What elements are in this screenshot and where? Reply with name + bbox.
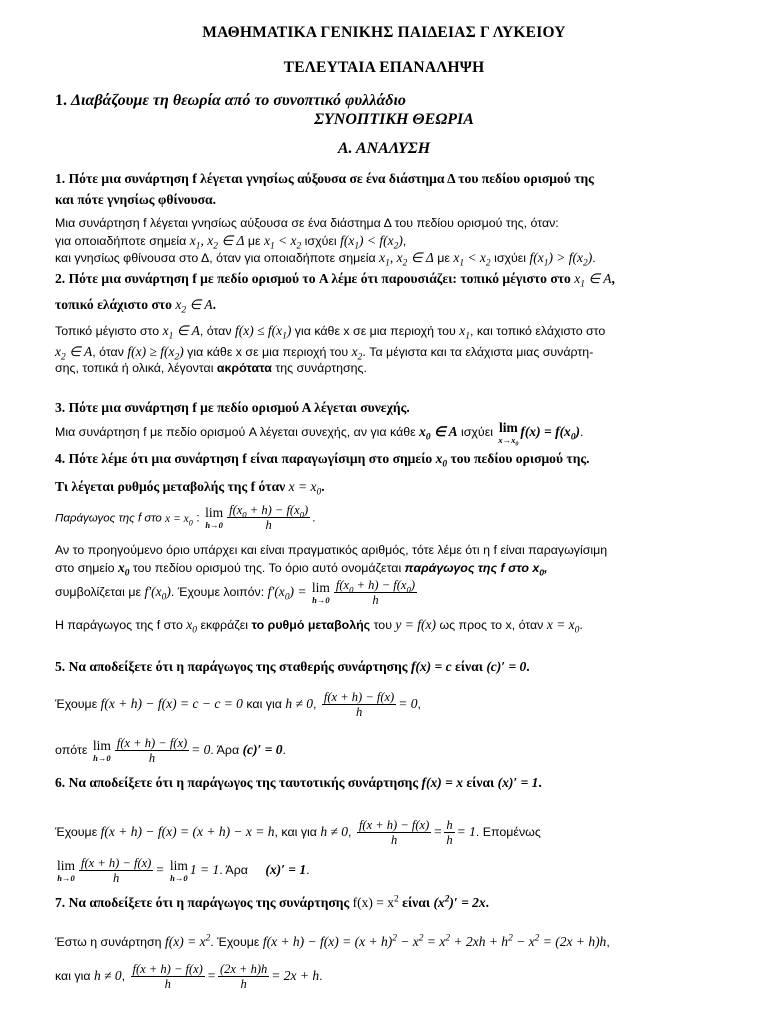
summary-title: ΣΥΝΟΠΤΙΚΗ ΘΕΩΡΙΑ — [314, 111, 474, 128]
q2-answer-line2: $x_2$ ∈ A, όταν $f(x) \ge f(x_2)$ για κάθε x σε μια περιοχή του $x_2$. Τα μέγιστα και τα ελάχιστα μιας συνάρτη- — [55, 344, 594, 363]
q4-answer-line3: συμβολίζεται με $f'(x_0)$. Έχουμε λοιπόν: $f'(x_0)$ = lim h→0 $\frac{f(x_0 + h) - f(x_0)}{h}$ — [55, 578, 415, 608]
q5-question: 5. Να αποδείξετε ότι η παράγωγος της σταθερής συνάρτησης f(x) = c είναι (c)′ = 0. — [55, 659, 530, 674]
q1-condition-1: $x_1$, $x_2$ ∈ Δ — [189, 233, 245, 252]
q1-question-line1: 1. Πότε μια συνάρτηση f λέγεται γνησίως αύξουσα σε ένα διάστημα Δ του πεδίου ορισμού της — [55, 171, 594, 186]
q5-answer-line2: οπότε lim h→0 $\frac{f(x + h) - f(x)}{h}$ = 0. Άρα (c)′ = 0. — [55, 736, 286, 766]
q1-answer-line3: και γνησίως φθίνουσα στο Δ, όταν για οποιαδήποτε σημεία $x_1$, $x_2$ ∈ Δ με $x_1 < x_2$ ισχύει $f(x_1) > f(x_2)$. — [55, 250, 596, 269]
q7-answer-line1: Έστω η συνάρτηση $f(x) = x^2$. Έχουμε $f(x + h) - f(x) = (x + h)^2 - x^2 = x^2 + 2xh + h^2 - x^2 = (2x + h)h$, — [55, 933, 610, 949]
q4-derivative-definition: Παράγωγος της f στο $x = x_0$ : lim h→0 $\frac{f(x_0 + h) - f(x_0)}{h}$ . — [55, 503, 316, 533]
part-title: Α. ΑΝΑΛΥΣΗ — [337, 140, 431, 157]
q1-question-line2: και πότε γνησίως φθίνουσα. — [55, 192, 217, 207]
q1-answer-line1: Μια συνάρτηση f λέγεται γνησίως αύξουσα σε ένα διάστημα Δ του πεδίου ορισμού της, όταν: — [55, 216, 559, 230]
q2-answer-line3: σης, τοπικά ή ολικά, λέγονται ακρότατα της συνάρτησης. — [55, 361, 367, 375]
document-subtitle: ΤΕΛΕΥΤΑΙΑ ΕΠΑΝΑΛΗΨΗ — [283, 59, 485, 76]
q6-answer-line2: lim h→0 $\frac{f(x + h) - f(x)}{h}$ = lim h→0 1 = 1. Άρα (x)′ = 1. — [57, 856, 310, 886]
q2-question-line2: τοπικό ελάχιστο στο $x_2$ ∈ A. — [55, 297, 216, 316]
q3-answer: Μια συνάρτηση f με πεδίο ορισμού A λέγεται συνεχής, αν για κάθε $x_0$ ∈ A ισχύει lim $x\to x_0$ $f(x) = f(x_0)$. — [55, 420, 584, 448]
q6-question: 6. Να αποδείξετε ότι η παράγωγος της ταυτοτικής συνάρτησης f(x) = x είναι (x)′ = 1. — [55, 775, 542, 790]
q6-answer-line1: Έχουμε f(x + h) − f(x) = (x + h) − x = h, και για h ≠ 0, $\frac{f(x + h) - f(x)}{h}$ = $\frac{h}{h}$ = 1. Επομένως — [55, 818, 541, 848]
q3-question: 3. Πότε μια συνάρτηση f με πεδίο ορισμού Α λέγεται συνεχής. — [55, 400, 410, 415]
q2-answer-line1: Τοπικό μέγιστο στο $x_1$ ∈ A, όταν $f(x) \le f(x_1)$ για κάθε x σε μια περιοχή του $x_1$, και τοπικό ελάχιστο στο — [55, 323, 606, 342]
document-title: ΜΑΘΗΜΑΤΙΚΑ ΓΕΝΙΚΗΣ ΠΑΙΔΕΙΑΣ Γ ΛΥΚΕΙΟΥ — [202, 24, 566, 41]
q4-question-line2: Τι λέγεται ρυθμός μεταβολής της f όταν $x = x_0$. — [55, 479, 325, 498]
q7-question: 7. Να αποδείξετε ότι η παράγωγος της συνάρτησης $f(x) = x^2$ είναι $(x^2)' = 2x$. — [55, 894, 490, 910]
q7-answer-line2: και για h ≠ 0, $\frac{f(x + h) - f(x)}{h}$ = $\frac{(2x + h)h}{h}$ = 2x + h. — [55, 962, 323, 992]
q1-answer-line2: για οποιαδήποτε σημεία $x_1$, $x_2$ ∈ Δ με $x_1 < x_2$ ισχύει $f(x_1) < f(x_2)$, — [55, 233, 407, 252]
section-number: 1. — [55, 92, 67, 109]
q4-answer-line4: Η παράγωγος της f στο $x_0$ εκφράζει το ρυθμό μεταβολής του y = f(x) ως προς το x, όταν $x = x_0$. — [55, 617, 583, 636]
q4-question-line1: 4. Πότε λέμε ότι μια συνάρτηση f είναι παραγωγίσιμη στο σημείο $x_0$ του πεδίου ορισμού της. — [55, 451, 590, 470]
q4-answer-line1: Αν το προηγούμενο όριο υπάρχει και είναι πραγματικός αριθμός, τότε λέμε ότι η f είναι παραγωγίσιμη — [55, 543, 608, 557]
q2-question-line1: 2. Πότε μια συνάρτηση f με πεδίο ορισμού το A λέμε ότι παρουσιάζει: τοπικό μέγιστο στο $x_1$ ∈ A, — [55, 271, 615, 290]
section-title: Διαβάζουμε τη θεωρία από το συνοπτικό φυλλάδιο — [71, 92, 406, 109]
limit-expression: lim $x\to x_0$ — [498, 420, 519, 448]
section-heading — [55, 93, 406, 109]
q4-answer-line2: στο σημείο $x_0$ του πεδίου ορισμού της. Το όριο αυτό ονομάζεται παράγωγος της f στο $x_0$, — [55, 560, 548, 579]
q5-answer-line1: Έχουμε f(x + h) − f(x) = c − c = 0 και για h ≠ 0, $\frac{f(x + h) - f(x)}{h}$ = 0, — [55, 690, 421, 720]
